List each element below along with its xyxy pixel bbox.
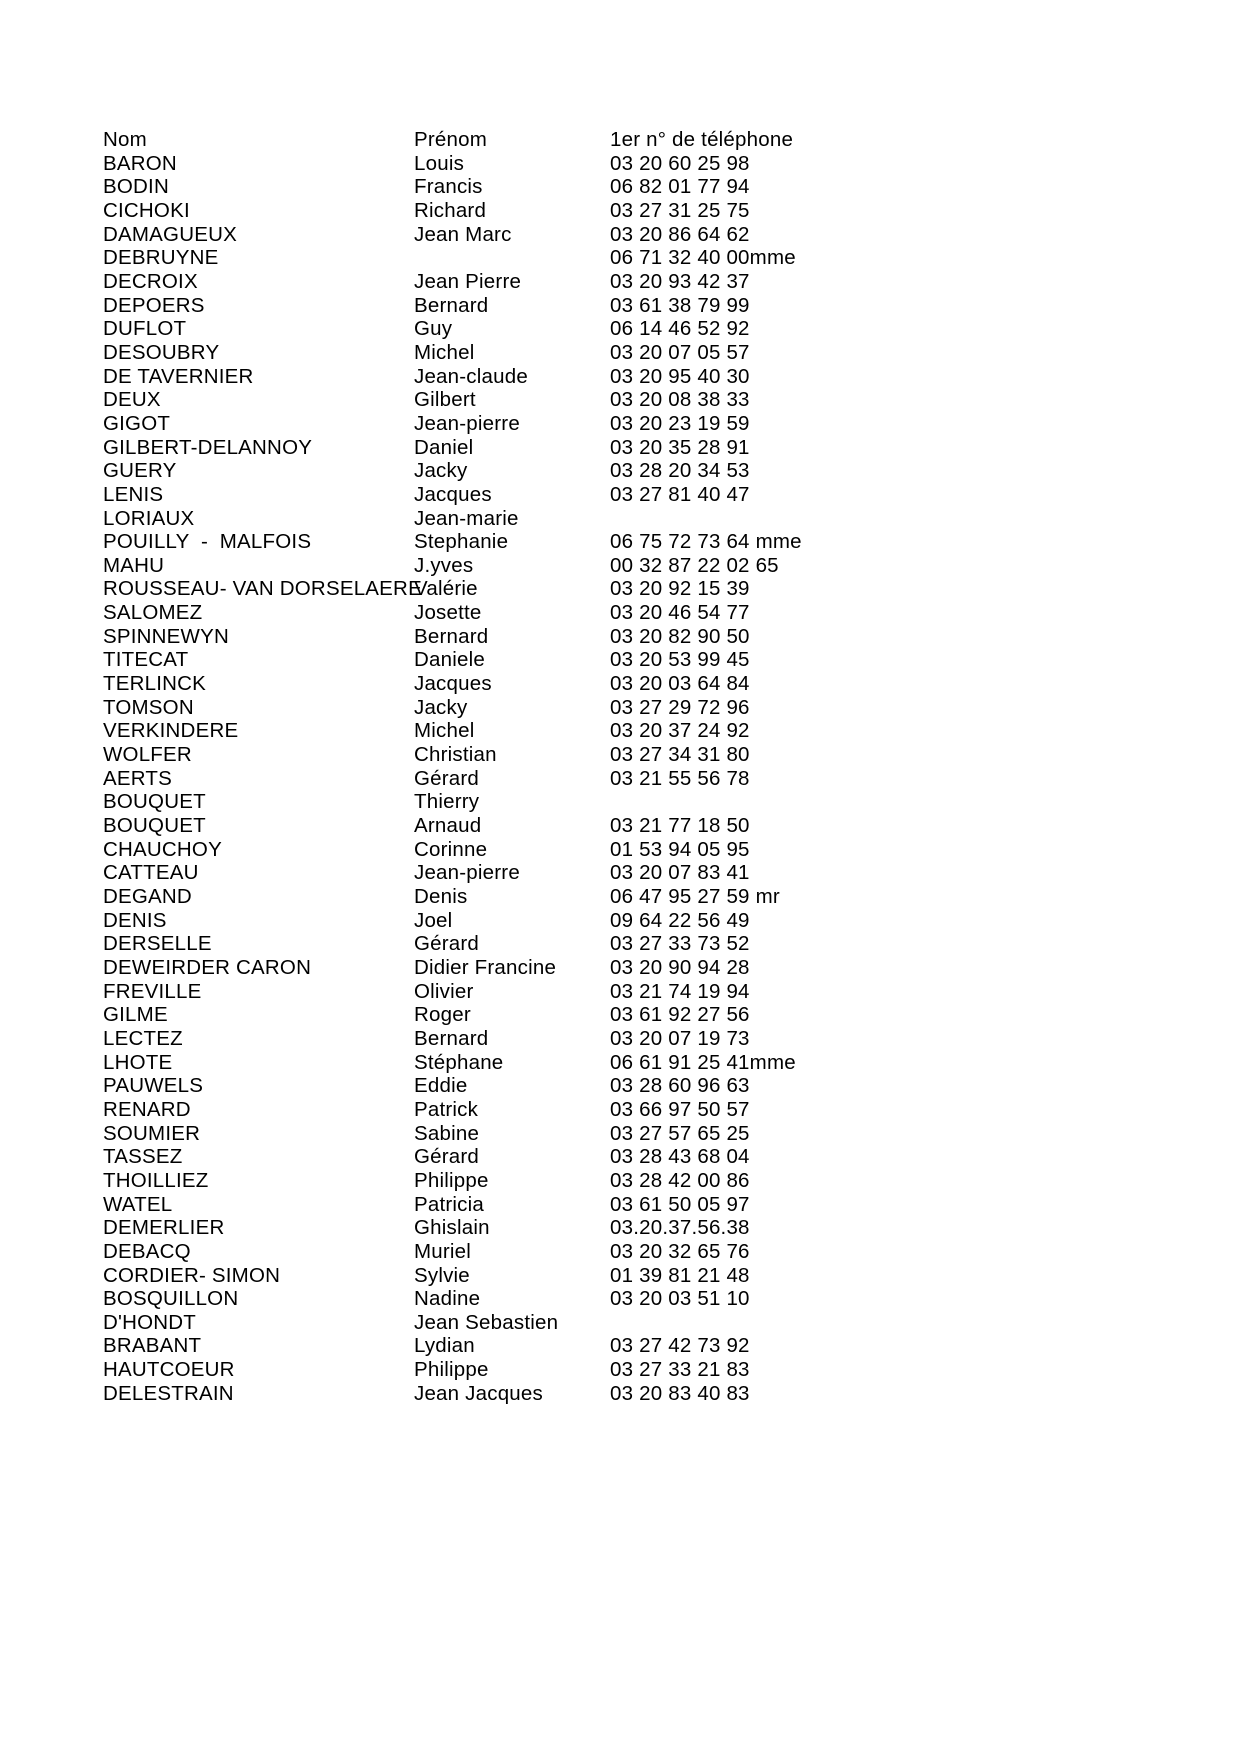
cell-telephone: 03 21 74 19 94 xyxy=(610,979,750,1003)
cell-prenom: Denis xyxy=(414,885,468,908)
cell-prenom: Jacky xyxy=(414,459,468,483)
cell-prenom: Gérard xyxy=(414,766,480,790)
table-row xyxy=(103,577,863,601)
cell-prenom: Stéphane xyxy=(414,1050,504,1074)
cell-prenom: Jacky xyxy=(414,695,468,719)
column-header-telephone: 1er n° de téléphone xyxy=(610,128,794,151)
column-header-prenom: Prénom xyxy=(414,128,488,151)
cell-telephone: 06 14 46 52 92 xyxy=(610,317,750,341)
cell-nom: DENIS xyxy=(103,908,167,932)
table-row xyxy=(103,814,863,838)
table-row xyxy=(103,1240,863,1264)
cell-telephone: 03 20 53 99 45 xyxy=(610,648,750,672)
cell-prenom: Richard xyxy=(414,198,487,222)
cell-prenom: J.yves xyxy=(414,553,474,577)
cell-telephone: 03 20 35 28 91 xyxy=(610,435,750,459)
cell-telephone: 06 82 01 77 94 xyxy=(610,175,750,199)
cell-nom: DESOUBRY xyxy=(103,340,220,364)
table-row xyxy=(103,1287,863,1311)
cell-telephone: 03 28 43 68 04 xyxy=(610,1145,750,1169)
table-row xyxy=(103,625,863,649)
cell-nom: BOUQUET xyxy=(103,814,206,838)
cell-telephone: 03 20 83 40 83 xyxy=(610,1381,750,1405)
cell-prenom: Sabine xyxy=(414,1121,480,1145)
table-row xyxy=(103,1216,863,1240)
cell-telephone: 03 27 34 31 80 xyxy=(610,743,750,767)
table-row xyxy=(103,696,863,720)
cell-nom: BRABANT xyxy=(103,1334,202,1358)
cell-nom: FREVILLE xyxy=(103,979,202,1003)
table-header-row xyxy=(103,128,863,152)
cell-prenom: Jean Marc xyxy=(414,222,512,246)
cell-telephone: 01 39 81 21 48 xyxy=(610,1263,750,1287)
cell-telephone: 01 53 94 05 95 xyxy=(610,837,750,861)
table-row xyxy=(103,601,863,625)
cell-prenom: Jacques xyxy=(414,672,492,696)
cell-telephone-empty xyxy=(610,507,616,531)
cell-prenom: Olivier xyxy=(414,979,474,1003)
cell-nom: DELESTRAIN xyxy=(103,1381,234,1405)
table-row xyxy=(103,1027,863,1051)
cell-nom: CHAUCHOY xyxy=(103,837,222,861)
cell-telephone: 03 27 57 65 25 xyxy=(610,1121,750,1145)
cell-nom: BARON xyxy=(103,151,177,175)
cell-nom: DEBACQ xyxy=(103,1239,191,1263)
cell-prenom: Michel xyxy=(414,340,475,364)
cell-telephone: 03 20 07 05 57 xyxy=(610,340,750,364)
cell-prenom: Joel xyxy=(414,908,453,932)
cell-prenom: Jacques xyxy=(414,482,492,506)
cell-prenom: Stephanie xyxy=(414,530,509,554)
table-row xyxy=(103,1122,863,1146)
table-row xyxy=(103,365,863,389)
cell-nom: SOUMIER xyxy=(103,1121,201,1145)
cell-telephone: 03 28 60 96 63 xyxy=(610,1074,750,1098)
table-row xyxy=(103,246,863,270)
cell-telephone: 03 27 33 73 52 xyxy=(610,932,750,956)
cell-nom: BODIN xyxy=(103,175,169,199)
cell-telephone: 03 28 42 00 86 xyxy=(610,1168,750,1192)
table-row xyxy=(103,152,863,176)
cell-nom: WATEL xyxy=(103,1192,173,1216)
cell-telephone: 03 21 55 56 78 xyxy=(610,766,750,790)
table-row xyxy=(103,483,863,507)
table-row xyxy=(103,838,863,862)
table-row xyxy=(103,861,863,885)
cell-nom: CORDIER- SIMON xyxy=(103,1263,281,1287)
cell-nom: WOLFER xyxy=(103,743,192,767)
cell-nom: DEGAND xyxy=(103,885,192,908)
cell-prenom: Jean-marie xyxy=(414,506,519,530)
cell-telephone: 06 75 72 73 64 mme xyxy=(610,530,802,554)
cell-telephone: 03 27 42 73 92 xyxy=(610,1334,750,1358)
table-row xyxy=(103,767,863,791)
table-row xyxy=(103,909,863,933)
table-row xyxy=(103,175,863,199)
cell-telephone: 06 61 91 25 41mme xyxy=(610,1050,796,1074)
cell-nom: SALOMEZ xyxy=(103,601,203,625)
cell-nom: DE TAVERNIER xyxy=(103,364,254,388)
cell-nom: RENARD xyxy=(103,1097,191,1121)
cell-nom: HAUTCOEUR xyxy=(103,1358,235,1382)
cell-nom: DERSELLE xyxy=(103,932,212,956)
table-row xyxy=(103,1264,863,1288)
cell-telephone: 03 20 07 19 73 xyxy=(610,1026,750,1050)
cell-telephone: 03 28 20 34 53 xyxy=(610,459,750,483)
cell-prenom: Francis xyxy=(414,175,483,199)
column-header-nom: Nom xyxy=(103,128,147,151)
table-row xyxy=(103,956,863,980)
cell-nom: DEMERLIER xyxy=(103,1216,225,1240)
cell-telephone: 09 64 22 56 49 xyxy=(610,908,750,932)
cell-prenom: Jean Jacques xyxy=(414,1381,543,1405)
cell-prenom: Gérard xyxy=(414,932,480,956)
cell-nom: TERLINCK xyxy=(103,672,207,696)
cell-telephone: 03.20.37.56.38 xyxy=(610,1216,750,1240)
cell-nom: LORIAUX xyxy=(103,506,195,530)
cell-nom: TITECAT xyxy=(103,648,189,672)
cell-telephone: 03 20 46 54 77 xyxy=(610,601,750,625)
cell-prenom: Ghislain xyxy=(414,1216,490,1240)
table-body xyxy=(103,152,863,1406)
cell-prenom: Jean Sebastien xyxy=(414,1310,559,1334)
table-row xyxy=(103,790,863,814)
table-row xyxy=(103,317,863,341)
table-row xyxy=(103,719,863,743)
table-row xyxy=(103,1003,863,1027)
cell-prenom: Louis xyxy=(414,151,465,175)
cell-nom: AERTS xyxy=(103,766,173,790)
cell-prenom: Daniel xyxy=(414,435,474,459)
table-row xyxy=(103,932,863,956)
cell-prenom: Philippe xyxy=(414,1358,489,1382)
cell-nom: CICHOKI xyxy=(103,198,190,222)
cell-telephone-empty xyxy=(610,790,616,814)
cell-prenom: Thierry xyxy=(414,790,480,814)
cell-telephone: 03 27 31 25 75 xyxy=(610,198,750,222)
cell-prenom: Bernard xyxy=(414,1026,489,1050)
cell-prenom: Jean-pierre xyxy=(414,411,520,435)
table-row xyxy=(103,270,863,294)
cell-prenom: Bernard xyxy=(414,293,489,317)
cell-prenom: Arnaud xyxy=(414,814,482,838)
table-row xyxy=(103,648,863,672)
cell-nom: POUILLY - MALFOIS xyxy=(103,530,312,554)
cell-telephone: 03 61 92 27 56 xyxy=(610,1003,750,1027)
cell-prenom: Daniele xyxy=(414,648,485,672)
cell-prenom: Jean-pierre xyxy=(414,861,520,885)
cell-telephone: 03 20 23 19 59 xyxy=(610,411,750,435)
cell-telephone xyxy=(610,507,863,531)
cell-telephone: 03 20 92 15 39 xyxy=(610,577,750,601)
cell-telephone: 03 20 08 38 33 xyxy=(610,388,750,412)
cell-nom: GILBERT-DELANNOY xyxy=(103,435,313,459)
table-header xyxy=(103,128,863,152)
cell-telephone: 03 21 77 18 50 xyxy=(610,814,750,838)
cell-nom: DEPOERS xyxy=(103,293,205,317)
table-row xyxy=(103,1382,863,1406)
cell-nom: THOILLIEZ xyxy=(103,1168,209,1192)
cell-prenom: Jean-claude xyxy=(414,364,528,388)
cell-nom: GIGOT xyxy=(103,411,171,435)
cell-nom: DEBRUYNE xyxy=(103,246,219,270)
table-row xyxy=(103,1074,863,1098)
table-row xyxy=(103,459,863,483)
cell-prenom: Didier Francine xyxy=(414,955,557,979)
table-row xyxy=(103,980,863,1004)
cell-nom: DECROIX xyxy=(103,269,198,293)
cell-nom: PAUWELS xyxy=(103,1074,204,1098)
table-row xyxy=(103,436,863,460)
cell-prenom: Lydian xyxy=(414,1334,475,1358)
table-row xyxy=(103,672,863,696)
table-row xyxy=(103,1145,863,1169)
table-row xyxy=(103,341,863,365)
cell-prenom: Jean Pierre xyxy=(414,269,522,293)
cell-prenom xyxy=(414,246,610,270)
cell-nom: LENIS xyxy=(103,482,164,506)
cell-telephone: 03 20 60 25 98 xyxy=(610,151,750,175)
table-row xyxy=(103,1051,863,1075)
cell-nom: DEWEIRDER CARON xyxy=(103,955,312,979)
cell-nom: GILME xyxy=(103,1003,168,1027)
cell-nom: LHOTE xyxy=(103,1050,173,1074)
table-row xyxy=(103,743,863,767)
cell-prenom: Patrick xyxy=(414,1097,479,1121)
cell-telephone: 03 61 38 79 99 xyxy=(610,293,750,317)
cell-prenom: Michel xyxy=(414,719,475,743)
cell-prenom: Corinne xyxy=(414,837,488,861)
cell-nom: DAMAGUEUX xyxy=(103,222,237,246)
cell-prenom: Philippe xyxy=(414,1168,489,1192)
cell-nom: DEUX xyxy=(103,388,161,412)
cell-prenom: Roger xyxy=(414,1003,471,1027)
table-row xyxy=(103,1098,863,1122)
table-row xyxy=(103,294,863,318)
cell-prenom: Sylvie xyxy=(414,1263,470,1287)
cell-prenom: Nadine xyxy=(414,1287,481,1311)
cell-telephone: 03 61 50 05 97 xyxy=(610,1192,750,1216)
cell-nom: D'HONDT xyxy=(103,1310,197,1334)
cell-nom: TASSEZ xyxy=(103,1145,183,1169)
table-row xyxy=(103,1334,863,1358)
cell-prenom: Patricia xyxy=(414,1192,484,1216)
cell-prenom: Valérie xyxy=(414,577,478,601)
cell-telephone: 03 20 93 42 37 xyxy=(610,269,750,293)
cell-telephone xyxy=(610,1311,863,1335)
cell-nom: MAHU xyxy=(103,553,165,577)
table-row xyxy=(103,223,863,247)
cell-nom: GUERY xyxy=(103,459,177,483)
cell-telephone: 03 66 97 50 57 xyxy=(610,1097,750,1121)
cell-telephone: 06 47 95 27 59 mr xyxy=(610,885,780,908)
table-row xyxy=(103,199,863,223)
cell-telephone: 06 71 32 40 00mme xyxy=(610,246,796,270)
cell-prenom: Muriel xyxy=(414,1239,472,1263)
cell-nom: BOSQUILLON xyxy=(103,1287,239,1311)
cell-nom: TOMSON xyxy=(103,695,194,719)
cell-telephone: 03 20 32 65 76 xyxy=(610,1239,750,1263)
table-row xyxy=(103,885,863,909)
table-row xyxy=(103,1193,863,1217)
cell-prenom: Gérard xyxy=(414,1145,480,1169)
table-row xyxy=(103,507,863,531)
cell-nom: DUFLOT xyxy=(103,317,187,341)
table-row xyxy=(103,554,863,578)
cell-telephone: 03 20 37 24 92 xyxy=(610,719,750,743)
cell-prenom: Gilbert xyxy=(414,388,476,412)
table-row xyxy=(103,1358,863,1382)
cell-telephone-empty xyxy=(610,1311,616,1335)
cell-nom: ROUSSEAU- VAN DORSELAERE xyxy=(103,577,422,601)
cell-telephone: 03 20 03 64 84 xyxy=(610,672,750,696)
cell-prenom: Guy xyxy=(414,317,453,341)
cell-nom: CATTEAU xyxy=(103,861,199,885)
cell-nom: LECTEZ xyxy=(103,1026,183,1050)
cell-telephone: 03 20 90 94 28 xyxy=(610,955,750,979)
cell-telephone: 03 20 95 40 30 xyxy=(610,364,750,388)
cell-prenom-empty xyxy=(414,246,420,270)
table-row xyxy=(103,412,863,436)
cell-telephone: 03 27 29 72 96 xyxy=(610,695,750,719)
cell-telephone: 03 27 81 40 47 xyxy=(610,482,750,506)
cell-telephone: 00 32 87 22 02 65 xyxy=(610,553,779,577)
table-row xyxy=(103,1169,863,1193)
cell-telephone xyxy=(610,790,863,814)
cell-nom: SPINNEWYN xyxy=(103,624,229,648)
cell-prenom: Bernard xyxy=(414,624,489,648)
cell-prenom: Eddie xyxy=(414,1074,468,1098)
cell-prenom: Josette xyxy=(414,601,482,625)
table-row xyxy=(103,1311,863,1335)
cell-telephone: 03 20 86 64 62 xyxy=(610,222,750,246)
table-row xyxy=(103,388,863,412)
cell-nom: BOUQUET xyxy=(103,790,206,814)
cell-telephone: 03 20 07 83 41 xyxy=(610,861,750,885)
contact-table xyxy=(103,128,863,1405)
cell-prenom: Christian xyxy=(414,743,497,767)
cell-telephone: 03 20 03 51 10 xyxy=(610,1287,750,1311)
cell-telephone: 03 20 82 90 50 xyxy=(610,624,750,648)
cell-nom: VERKINDERE xyxy=(103,719,239,743)
cell-telephone: 03 27 33 21 83 xyxy=(610,1358,750,1382)
table-row xyxy=(103,530,863,554)
